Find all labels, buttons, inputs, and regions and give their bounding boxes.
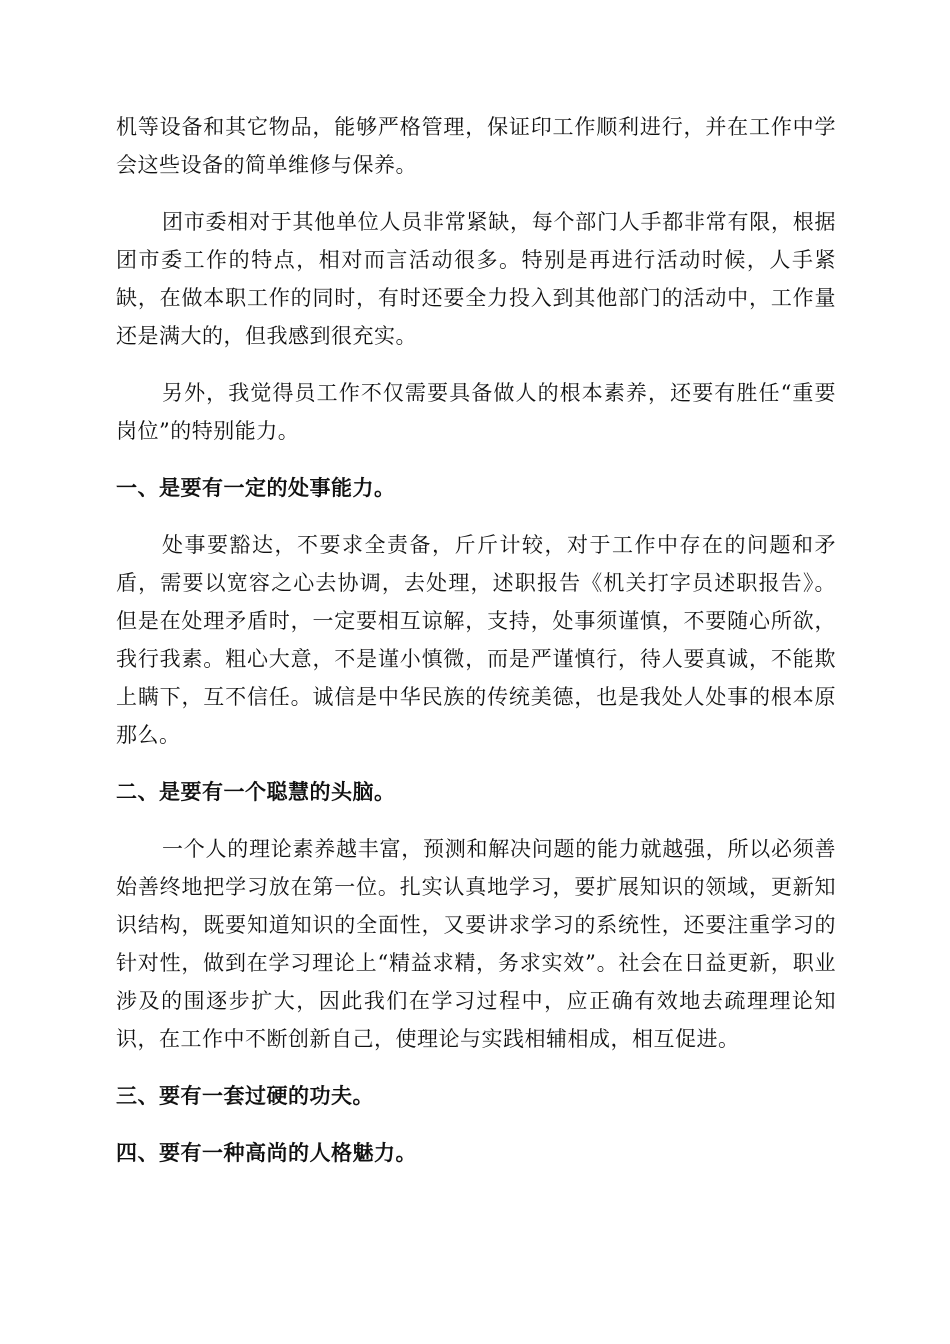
document-page [116, 108, 836, 1172]
section-heading: 四、要有一种高尚的人格魅力。 [116, 1140, 417, 1165]
body-paragraph: 机等设备和其它物品，能够严格管理，保证印工作顺利进行，并在工作中学会这些设备的简单维修与保养。 [116, 115, 836, 177]
section-heading: 二、是要有一个聪慧的头脑。 [116, 779, 396, 804]
body-paragraph: 另外，我觉得员工作不仅需要具备做人的根本素养，还要有胜任“重要岗位”的特别能力。 [116, 381, 836, 443]
section-heading: 一、是要有一定的处事能力。 [116, 475, 396, 500]
body-paragraph: 团市委相对于其他单位人员非常紧缺，每个部门人手都非常有限，根据团市委工作的特点，相对而言活动很多。特别是再进行活动时候，人手紧缺，在做本职工作的同时，有时还要全力投入到其他部门的活动中，工作量还是满大的，但我感到很充实。 [116, 210, 836, 348]
section-heading: 三、要有一套过硬的功夫。 [116, 1083, 374, 1108]
body-paragraph: 处事要豁达，不要求全责备，斤斤计较，对于工作中存在的问题和矛盾，需要以宽容之心去协调，去处理，述职报告《机关打字员述职报告》。但是在处理矛盾时，一定要相互谅解，支持，处事须谨慎，不要随心所欲，我行我素。粗心大意，不是谨小慎微，而是严谨慎行，待人要真诚，不能欺上瞒下，互不信任。诚信是中华民族的传统美德，也是我处人处事的根本原那么。 [116, 533, 836, 747]
body-paragraph: 一个人的理论素养越丰富，预测和解决问题的能力就越强，所以必须善始善终地把学习放在第一位。扎实认真地学习，要扩展知识的领域，更新知识结构，既要知道知识的全面性，又要讲求学习的系统性，还要注重学习的针对性，做到在学习理论上“精益求精，务求实效”。社会在日益更新，职业涉及的围逐步扩大，因此我们在学习过程中，应正确有效地去疏理理论知识，在工作中不断创新自己，使理论与实践相辅相成，相互促进。 [116, 837, 836, 1051]
